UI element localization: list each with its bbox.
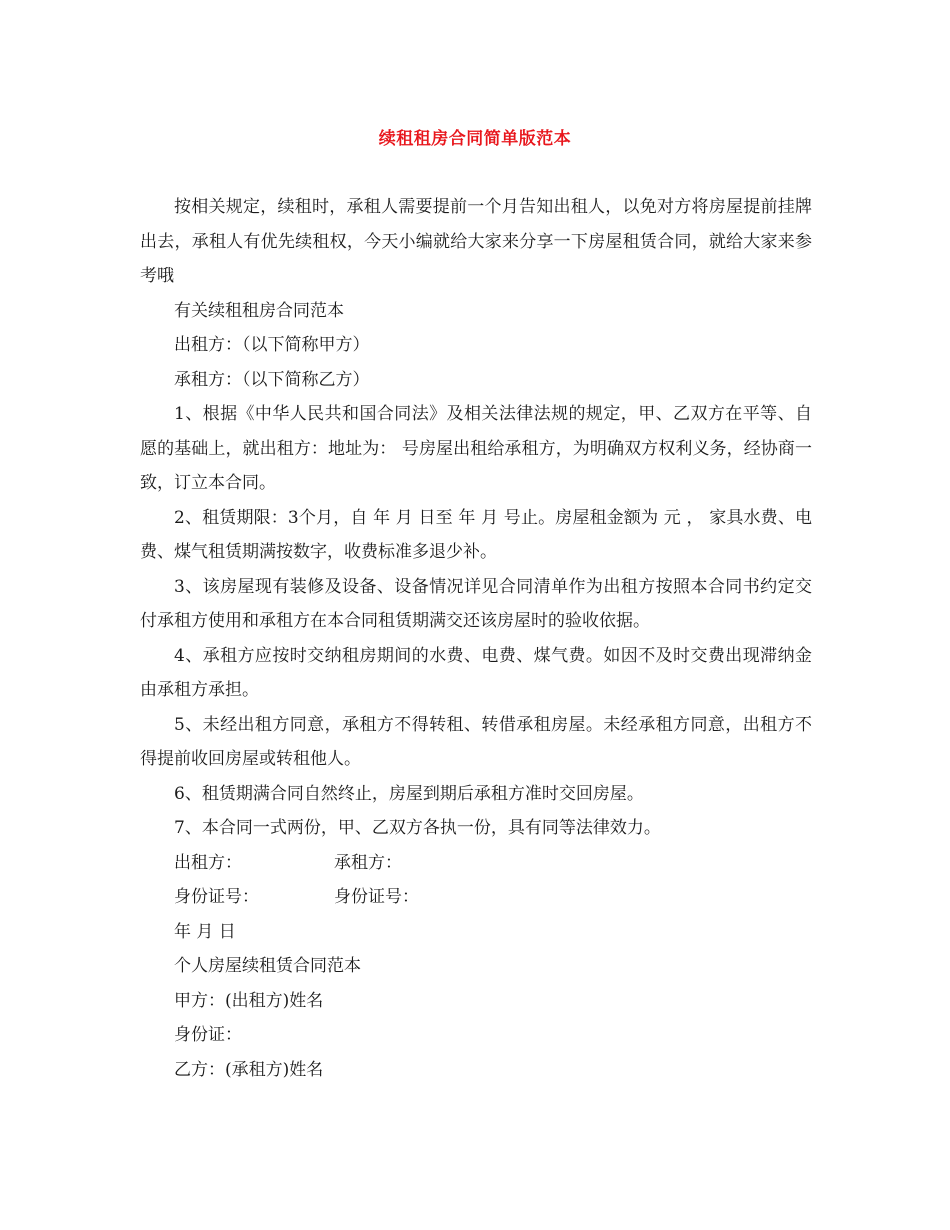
party-b-line: 乙方：(承租方)姓名 — [174, 1059, 324, 1080]
clause-7: 7、本合同一式两份，甲、乙双方各执一份，具有同等法律效力。 — [174, 818, 661, 838]
section-heading-2: 个人房屋续租赁合同范本 — [174, 956, 361, 976]
party-a-line: 甲方：(出租方)姓名 — [174, 990, 324, 1011]
id-card-line: 身份证： — [174, 1025, 242, 1045]
clause-5: 5、未经出租方同意，承租方不得转租、转借承租房屋。未经承租方同意，出租方不得提前收回房屋或转租他人。 — [140, 714, 812, 769]
clause-3: 3、该房屋现有装修及设备、设备情况详见合同清单作为出租方按照本合同书约定交付承租方使用和承租方在本合同租赁期满交还该房屋时的验收依据。 — [140, 576, 812, 631]
intro-paragraph: 按相关规定，续租时，承租人需要提前一个月告知出租人，以免对方将房屋提前挂牌出去，承租人有优先续租权，今天小编就给大家来分享一下房屋租赁合同，就给大家来参考哦 — [140, 197, 812, 286]
document-title: 续租租房合同简单版范本 — [378, 129, 572, 149]
lessor-line: 出租方：（以下简称甲方） — [174, 335, 370, 355]
lessee-line: 承租方：（以下简称乙方） — [174, 369, 370, 390]
document-body — [140, 190, 812, 1087]
lessee-signature-label: 承租方： — [334, 852, 402, 873]
lessor-signature-label: 出租方： — [174, 852, 242, 873]
section-heading: 有关续租租房合同范本 — [174, 300, 344, 321]
id-number-row — [140, 880, 812, 915]
date-line: 年 月 日 — [174, 921, 236, 942]
clause-4: 4、承租方应按时交纳租房期间的水费、电费、煤气费。如因不及时交费出现滞纳金由承租方承担。 — [140, 645, 812, 700]
clause-6: 6、租赁期满合同自然终止，房屋到期后承租方准时交回房屋。 — [174, 783, 644, 804]
lessor-id-label: 身份证号： — [174, 887, 259, 907]
clause-1: 1、根据《中华人民共和国合同法》及相关法律法规的规定，甲、乙双方在平等、自愿的基础上，就出租方：地址为： 号房屋出租给承租方，为明确双方权利义务，经协商一致，订立本合同。 — [140, 404, 812, 493]
lessee-id-label: 身份证号： — [334, 887, 419, 907]
clause-2: 2、租赁期限：3个月，自 年 月 日至 年 月 号止。房屋租金额为 元 ， 家具水费、电费、煤气租赁期满按数字，收费标准多退少补。 — [140, 507, 812, 562]
signature-row — [140, 846, 812, 881]
